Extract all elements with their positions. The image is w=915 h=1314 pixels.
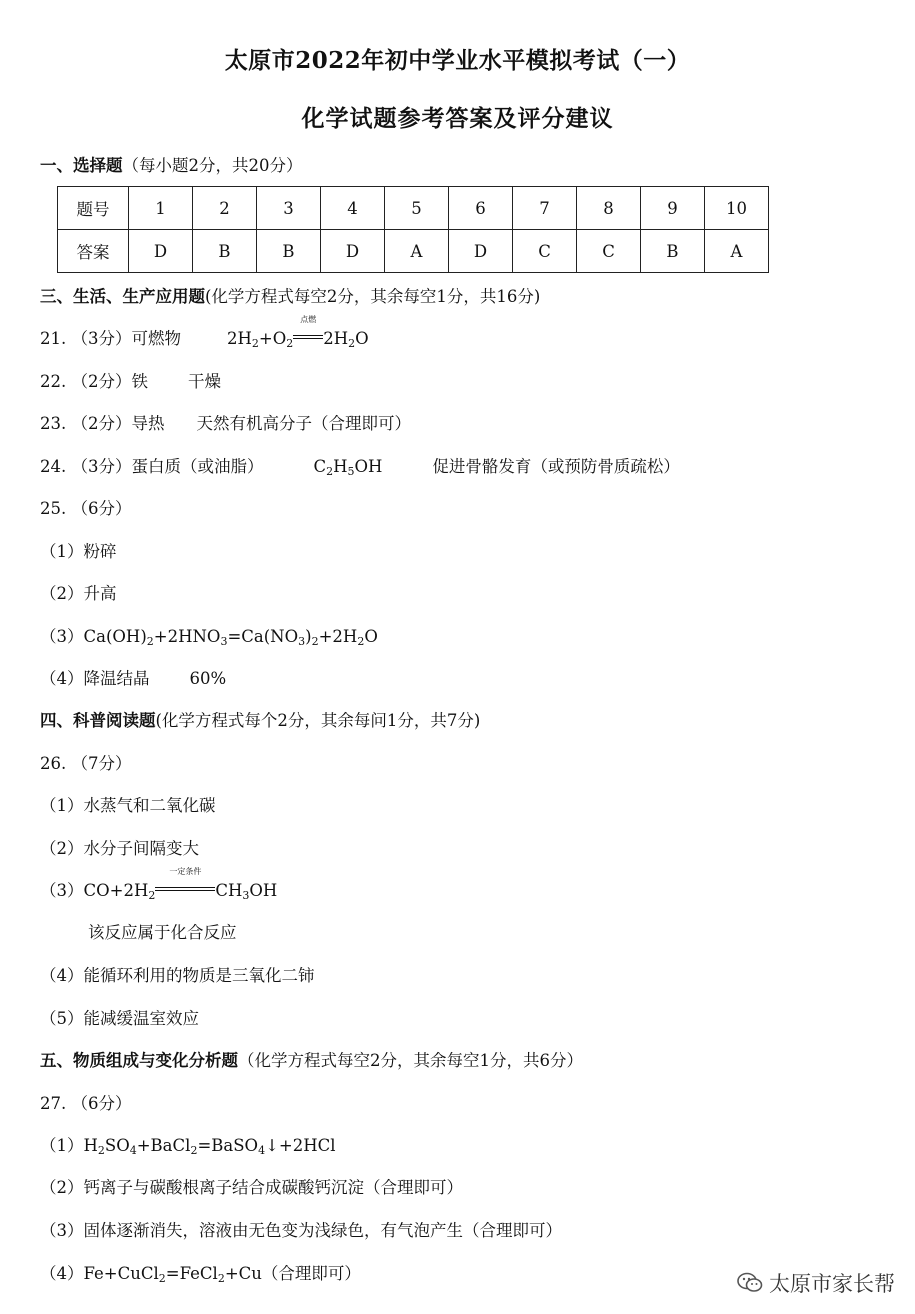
eq-term: CO+2H: [83, 881, 149, 900]
row-label-number: 题号: [58, 187, 129, 230]
part-value: 60%: [189, 669, 227, 688]
q22-text: 22. （2分）铁: [40, 372, 148, 391]
eq-subscript: 3: [220, 635, 228, 648]
q25-part4: [40, 667, 226, 691]
question-number: 3: [257, 187, 321, 230]
question-number: 1: [129, 187, 193, 230]
q26-part1: （1）水蒸气和二氧化碳: [40, 796, 216, 815]
q27-part4: [40, 1262, 361, 1286]
q27-part2: （2）钙离子与碳酸根离子结合成碳酸钙沉淀（合理即可）: [40, 1178, 463, 1197]
part-prefix: （3）: [40, 627, 84, 646]
question-number: 9: [641, 187, 705, 230]
eq-subscript: 2: [348, 337, 356, 350]
q26-part2: （2）水分子间隔变大: [40, 839, 199, 858]
section5-note: （化学方程式每空2分，其余每空1分，共6分）: [238, 1051, 583, 1070]
question-number: 6: [449, 187, 513, 230]
q25-line: 25. （6分）: [40, 499, 132, 518]
eq-term: =FeCl: [165, 1264, 218, 1283]
answer-cell: C: [577, 230, 641, 273]
eq-subscript: 2: [286, 337, 294, 350]
wechat-icon: [737, 1272, 763, 1294]
q26-part5: （5）能减缓温室效应: [40, 1009, 199, 1028]
section3-line: [40, 285, 540, 309]
question-number: 2: [193, 187, 257, 230]
q24-line: [40, 455, 680, 479]
eq-term: =BaSO: [197, 1136, 259, 1155]
q26-part3-note: 该反应属于化合反应: [88, 923, 237, 942]
q27-part3: （3）固体逐渐消失，溶液由无色变为浅绿色，有气泡产生（合理即可）: [40, 1221, 562, 1240]
eq-subscript: 2: [190, 1144, 198, 1157]
eq-term: 2H: [226, 329, 252, 348]
eq-subscript: 4: [258, 1144, 266, 1157]
watermark: [737, 1268, 895, 1298]
answer-cell: D: [129, 230, 193, 273]
q25-part1: （1）粉碎: [40, 542, 117, 561]
reaction-arrow: [293, 315, 323, 351]
q24-text: 24. （3分）蛋白质（或油脂）: [40, 457, 264, 476]
section5-heading: 五、物质组成与变化分析题: [40, 1051, 238, 1070]
q26-line: 26. （7分）: [40, 754, 132, 773]
section5-line: [40, 1049, 583, 1073]
eq-term: SO: [104, 1136, 130, 1155]
q27-equation: [84, 1136, 336, 1155]
answer-cell: D: [449, 230, 513, 273]
answer-cell: B: [193, 230, 257, 273]
eq-term: +Cu: [224, 1264, 262, 1283]
page-title: 太原市2022年初中学业水平模拟考试（一）: [224, 47, 691, 74]
eq-term: 2H: [323, 329, 349, 348]
eq-subscript: 2: [97, 1144, 105, 1157]
q23-line: [40, 412, 411, 436]
eq-subscript: 2: [148, 889, 156, 902]
eq-term: H: [83, 1136, 98, 1155]
eq-term: +BaCl: [136, 1136, 191, 1155]
q25-equation: [84, 627, 378, 646]
eq-term: +2HNO: [153, 627, 221, 646]
q24-answer3: 促进骨骼发育（或预防骨质疏松）: [432, 457, 680, 476]
part-prefix: （1）: [40, 1136, 84, 1155]
page-subtitle: 化学试题参考答案及评分建议: [301, 105, 614, 132]
q24-formula: [313, 457, 382, 476]
q21-text: 21. （3分）可燃物: [40, 329, 181, 348]
section1-line: [40, 154, 303, 178]
q22-answer2: 干燥: [187, 372, 221, 391]
eq-subscript: 4: [129, 1144, 137, 1157]
eq-subscript: 5: [347, 465, 355, 478]
q21-equation: [226, 315, 369, 350]
eq-subscript: 2: [217, 1272, 225, 1285]
eq-term: OH: [354, 457, 383, 476]
eq-term: ): [305, 627, 312, 646]
q26-part4: （4）能循环利用的物质是三氧化二铈: [40, 966, 315, 985]
eq-term: O: [355, 329, 369, 348]
eq-subscript: 2: [326, 465, 334, 478]
question-number: 5: [385, 187, 449, 230]
section3-heading: 三、生活、生产应用题: [40, 287, 205, 306]
section4-note: (化学方程式每个2分，其余每问1分，共7分): [155, 711, 481, 730]
q27-equation-4: [84, 1264, 262, 1283]
eq-subscript: 2: [251, 337, 259, 350]
section1-heading: 一、选择题: [40, 156, 123, 175]
eq-term: H: [333, 457, 348, 476]
section3-note: (化学方程式每空2分，其余每空1分，共16分): [205, 287, 541, 306]
table-row-answers: [58, 230, 769, 273]
q25-part2: （2）升高: [40, 584, 117, 603]
answer-cell: A: [705, 230, 769, 273]
row-label-answer: 答案: [58, 230, 129, 273]
reaction-condition: 点燃: [300, 315, 317, 324]
reaction-condition: 一定条件: [169, 867, 202, 876]
q25-part3: [40, 625, 378, 649]
eq-term: =Ca(NO: [227, 627, 299, 646]
answer-cell: B: [641, 230, 705, 273]
section4-line: [40, 709, 480, 733]
eq-subscript: 2: [146, 635, 154, 648]
answer-cell: C: [513, 230, 577, 273]
q21-line: [40, 315, 369, 351]
q23-answer2: 天然有机高分子（合理即可）: [196, 414, 411, 433]
part-text: （4）降温结晶: [40, 669, 150, 688]
eq-term: Fe+CuCl: [83, 1264, 159, 1283]
eq-subscript: 2: [357, 635, 365, 648]
q27-part1: [40, 1134, 336, 1158]
answer-cell: D: [321, 230, 385, 273]
q27-line: 27. （6分）: [40, 1094, 132, 1113]
eq-term: +2H: [318, 627, 358, 646]
section1-note: （每小题2分，共20分）: [122, 156, 303, 175]
part-prefix: （4）: [40, 1264, 84, 1283]
eq-term: Ca(OH): [83, 627, 147, 646]
reaction-arrow: [155, 867, 215, 903]
question-number: 4: [321, 187, 385, 230]
eq-term: O: [364, 627, 378, 646]
watermark-text: 太原市家长帮: [769, 1272, 895, 1296]
question-number: 7: [513, 187, 577, 230]
eq-term: ↓+2HCl: [265, 1136, 336, 1155]
eq-term: C: [313, 457, 327, 476]
q23-text: 23. （2分）导热: [40, 414, 165, 433]
eq-term: +O: [258, 329, 287, 348]
answer-cell: A: [385, 230, 449, 273]
answer-table: [57, 186, 769, 273]
eq-term: OH: [249, 881, 278, 900]
question-number: 8: [577, 187, 641, 230]
part-note: （合理即可）: [261, 1264, 361, 1283]
eq-subscript: 3: [298, 635, 306, 648]
question-number: 10: [705, 187, 769, 230]
part-prefix: （3）: [40, 881, 84, 900]
eq-subscript: 3: [242, 889, 250, 902]
q26-part3: [40, 867, 278, 903]
section4-heading: 四、科普阅读题: [40, 711, 156, 730]
eq-subscript: 2: [158, 1272, 166, 1285]
answer-cell: B: [257, 230, 321, 273]
q22-line: [40, 370, 221, 394]
q26-equation: [83, 867, 278, 902]
eq-term: CH: [215, 881, 243, 900]
table-row-numbers: [58, 187, 769, 230]
eq-subscript: 2: [311, 635, 319, 648]
